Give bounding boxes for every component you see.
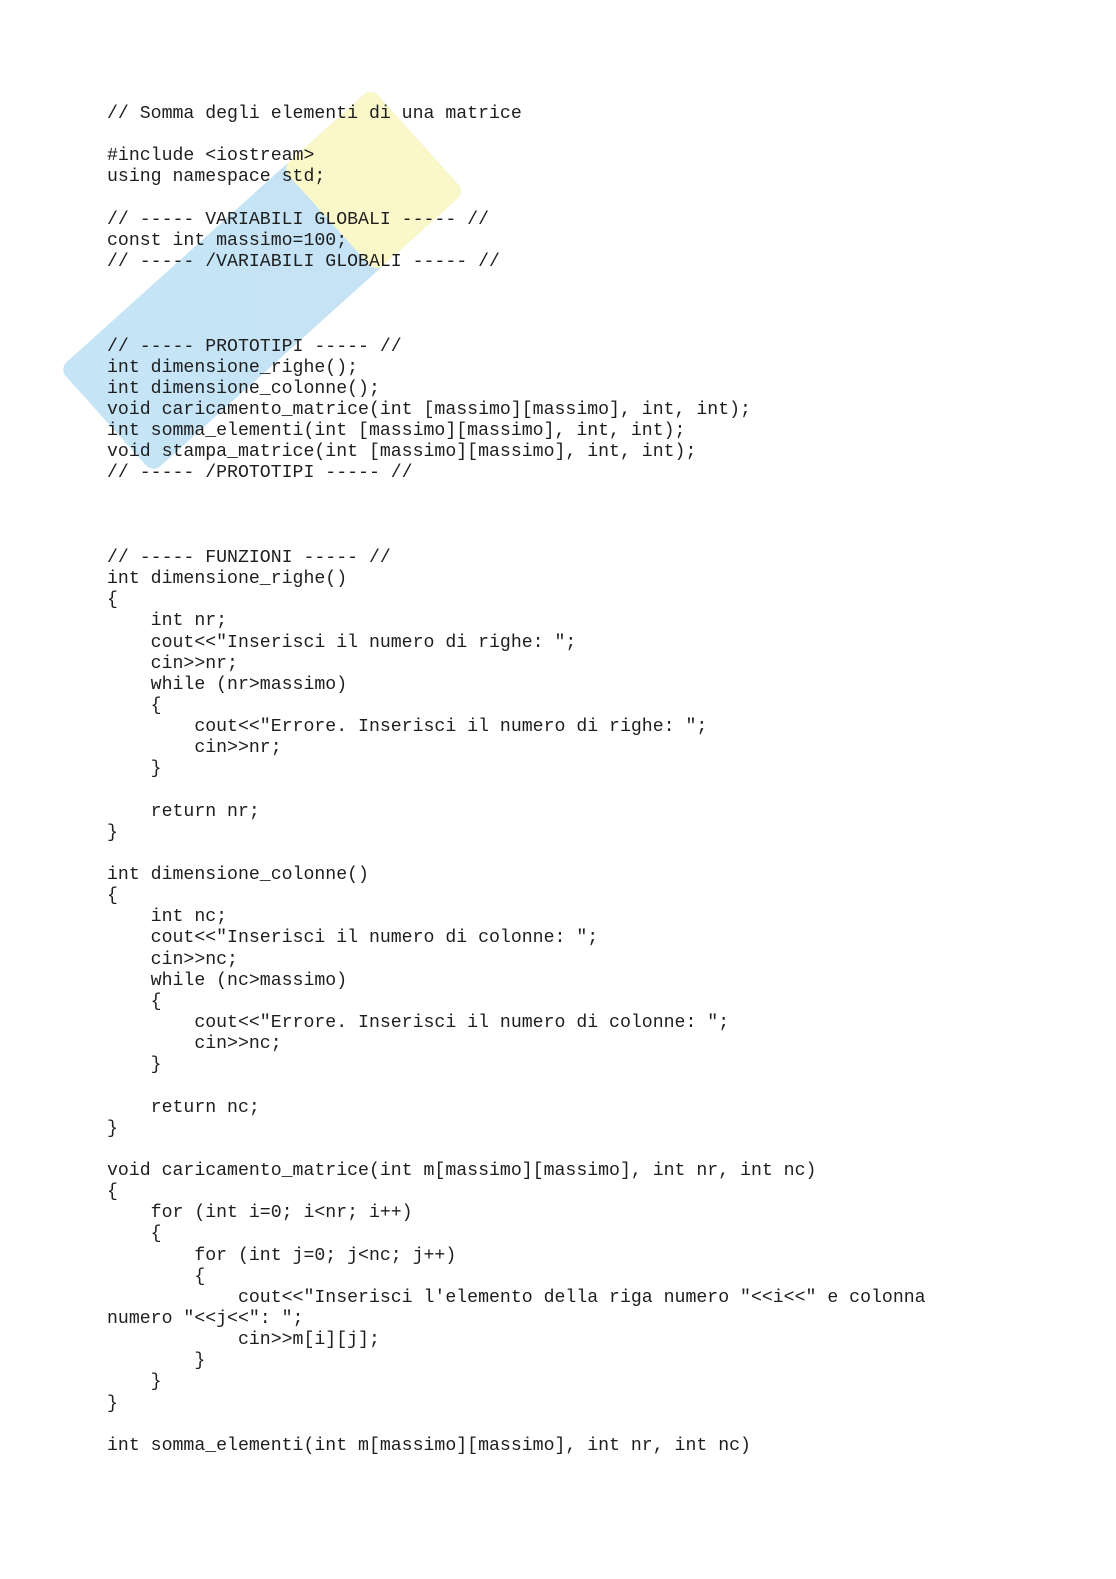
code-line <box>107 294 926 315</box>
code-line: } <box>107 759 162 780</box>
code-line: // ----- FUNZIONI ----- // <box>107 547 391 568</box>
code-line: return nc; <box>107 1097 260 1118</box>
code-line: // ----- PROTOTIPI ----- // <box>107 336 402 357</box>
code-line: { <box>107 991 162 1012</box>
code-line <box>107 273 926 294</box>
code-line <box>107 1140 926 1161</box>
code-line: { <box>107 695 162 716</box>
code-line <box>107 1076 926 1097</box>
code-line: { <box>107 590 118 611</box>
code-line: cout<<"Inserisci il numero di colonne: "; <box>107 928 599 949</box>
code-line: { <box>107 886 118 907</box>
code-line: void caricamento_matrice(int [massimo][massimo], int, int); <box>107 399 751 420</box>
code-line: cout<<"Inserisci l'elemento della riga numero "<<i<<" e colonna <box>107 1287 926 1308</box>
code-line: #include <iostream> <box>107 146 315 167</box>
code-line <box>107 506 926 527</box>
code-line <box>107 485 926 506</box>
code-line: int dimensione_colonne() <box>107 865 369 886</box>
code-line: cin>>nr; <box>107 738 282 759</box>
code-line: // ----- VARIABILI GLOBALI ----- // <box>107 209 489 230</box>
code-line: while (nc>massimo) <box>107 970 348 991</box>
code-line: { <box>107 1266 206 1287</box>
code-line: cout<<"Inserisci il numero di righe: "; <box>107 632 577 653</box>
code-line: // Somma degli elementi di una matrice <box>107 104 522 124</box>
code-line: int dimensione_colonne(); <box>107 378 380 399</box>
code-line: cin>>nc; <box>107 949 238 970</box>
code-line: { <box>107 1182 118 1203</box>
code-line <box>107 189 926 210</box>
code-line <box>107 125 926 146</box>
code-line: cin>>m[i][j]; <box>107 1330 380 1351</box>
code-line: cout<<"Errore. Inserisci il numero di righe: "; <box>107 717 708 738</box>
code-line: { <box>107 1224 162 1245</box>
code-line: cin>>nr; <box>107 653 238 674</box>
code-line: return nr; <box>107 801 260 822</box>
code-line: for (int j=0; j<nc; j++) <box>107 1245 457 1266</box>
code-line <box>107 527 926 548</box>
code-line: for (int i=0; i<nr; i++) <box>107 1203 413 1224</box>
code-line: // ----- /VARIABILI GLOBALI ----- // <box>107 251 500 272</box>
code-line: // ----- /PROTOTIPI ----- // <box>107 463 413 484</box>
code-line <box>107 1415 926 1436</box>
code-line: } <box>107 1351 206 1372</box>
code-line: cin>>nc; <box>107 1034 282 1055</box>
code-line <box>107 781 926 802</box>
code-line: const int massimo=100; <box>107 230 348 251</box>
code-line <box>107 315 926 336</box>
code-line: } <box>107 1372 162 1393</box>
code-line: int nr; <box>107 611 228 632</box>
code-line: void stampa_matrice(int [massimo][massimo], int, int); <box>107 442 697 463</box>
code-line: void caricamento_matrice(int m[massimo][massimo], int nr, int nc) <box>107 1161 817 1182</box>
code-line: int dimensione_righe() <box>107 569 348 590</box>
code-line: int nc; <box>107 907 228 928</box>
code-line: } <box>107 822 118 843</box>
code-line: int somma_elementi(int m[massimo][massimo], int nr, int nc) <box>107 1435 751 1456</box>
code-listing <box>107 104 926 1457</box>
code-line: } <box>107 1393 118 1414</box>
code-line: cout<<"Errore. Inserisci il numero di colonne: "; <box>107 1013 730 1034</box>
code-line: numero "<<j<<": "; <box>107 1309 304 1330</box>
code-line <box>107 844 926 865</box>
code-line: using namespace std; <box>107 167 326 188</box>
code-line: } <box>107 1118 118 1139</box>
code-line: int somma_elementi(int [massimo][massimo], int, int); <box>107 421 686 442</box>
code-line: int dimensione_righe(); <box>107 357 359 378</box>
code-line: while (nr>massimo) <box>107 674 348 695</box>
code-line: } <box>107 1055 162 1076</box>
